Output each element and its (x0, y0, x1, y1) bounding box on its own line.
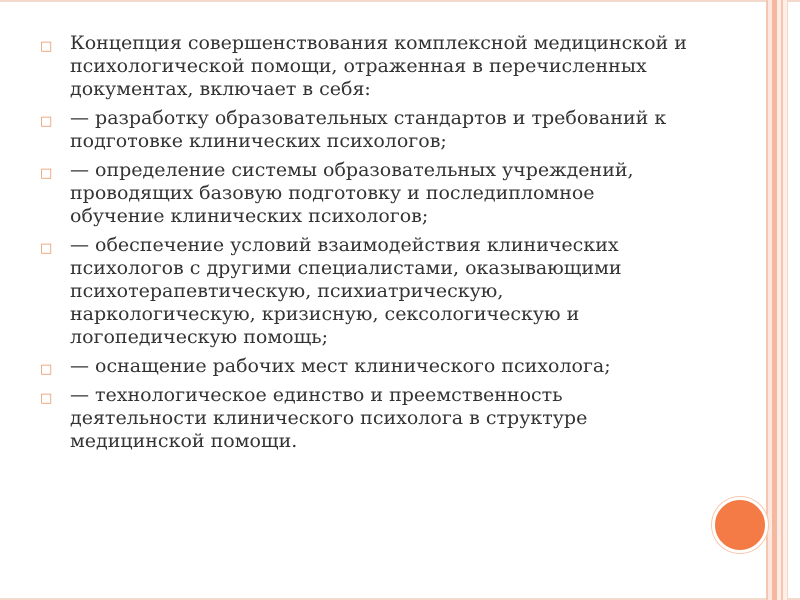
list-item-text: — технологическое единство и преемственность деятельности клинического психолога в структуре медицинской помощи. (70, 384, 588, 452)
square-bullet-icon: □ (40, 391, 53, 406)
square-bullet-icon: □ (40, 166, 53, 181)
list-item (40, 234, 690, 349)
bullet-list (40, 32, 690, 453)
list-item (40, 32, 690, 101)
list-item (40, 159, 690, 228)
frame-line (772, 0, 777, 600)
list-item (40, 107, 690, 153)
square-bullet-icon: □ (40, 241, 53, 256)
decorative-frame-strip (766, 0, 788, 600)
list-item-text: — обеспечение условий взаимодействия клинических психологов с другими специалистами, оказывающими психотерапевтическую, психиатрическую, наркологическую, кризисную, сексологическую и логопедическую помощь; (70, 234, 622, 348)
square-bullet-icon: □ (40, 39, 53, 54)
list-item-text: Концепция совершенствования комплексной медицинской и психологической помощи, отраженная в перечисленных документах, включает в себя: (70, 32, 687, 100)
list-item-text: — оснащение рабочих мест клинического психолога; (70, 355, 611, 377)
list-item (40, 384, 690, 453)
frame-line (787, 0, 788, 600)
top-border (0, 0, 800, 2)
frame-line (781, 0, 783, 600)
square-bullet-icon: □ (40, 114, 53, 129)
slide-content (40, 32, 690, 459)
decorative-circle (712, 497, 768, 553)
square-bullet-icon: □ (40, 362, 53, 377)
list-item (40, 355, 690, 378)
list-item-text: — определение системы образовательных учреждений, проводящих базовую подготовку и последипломное обучение клинических психологов; (70, 159, 634, 227)
frame-line (766, 0, 768, 600)
list-item-text: — разработку образовательных стандартов и требований к подготовке клинических психологов; (70, 107, 667, 152)
